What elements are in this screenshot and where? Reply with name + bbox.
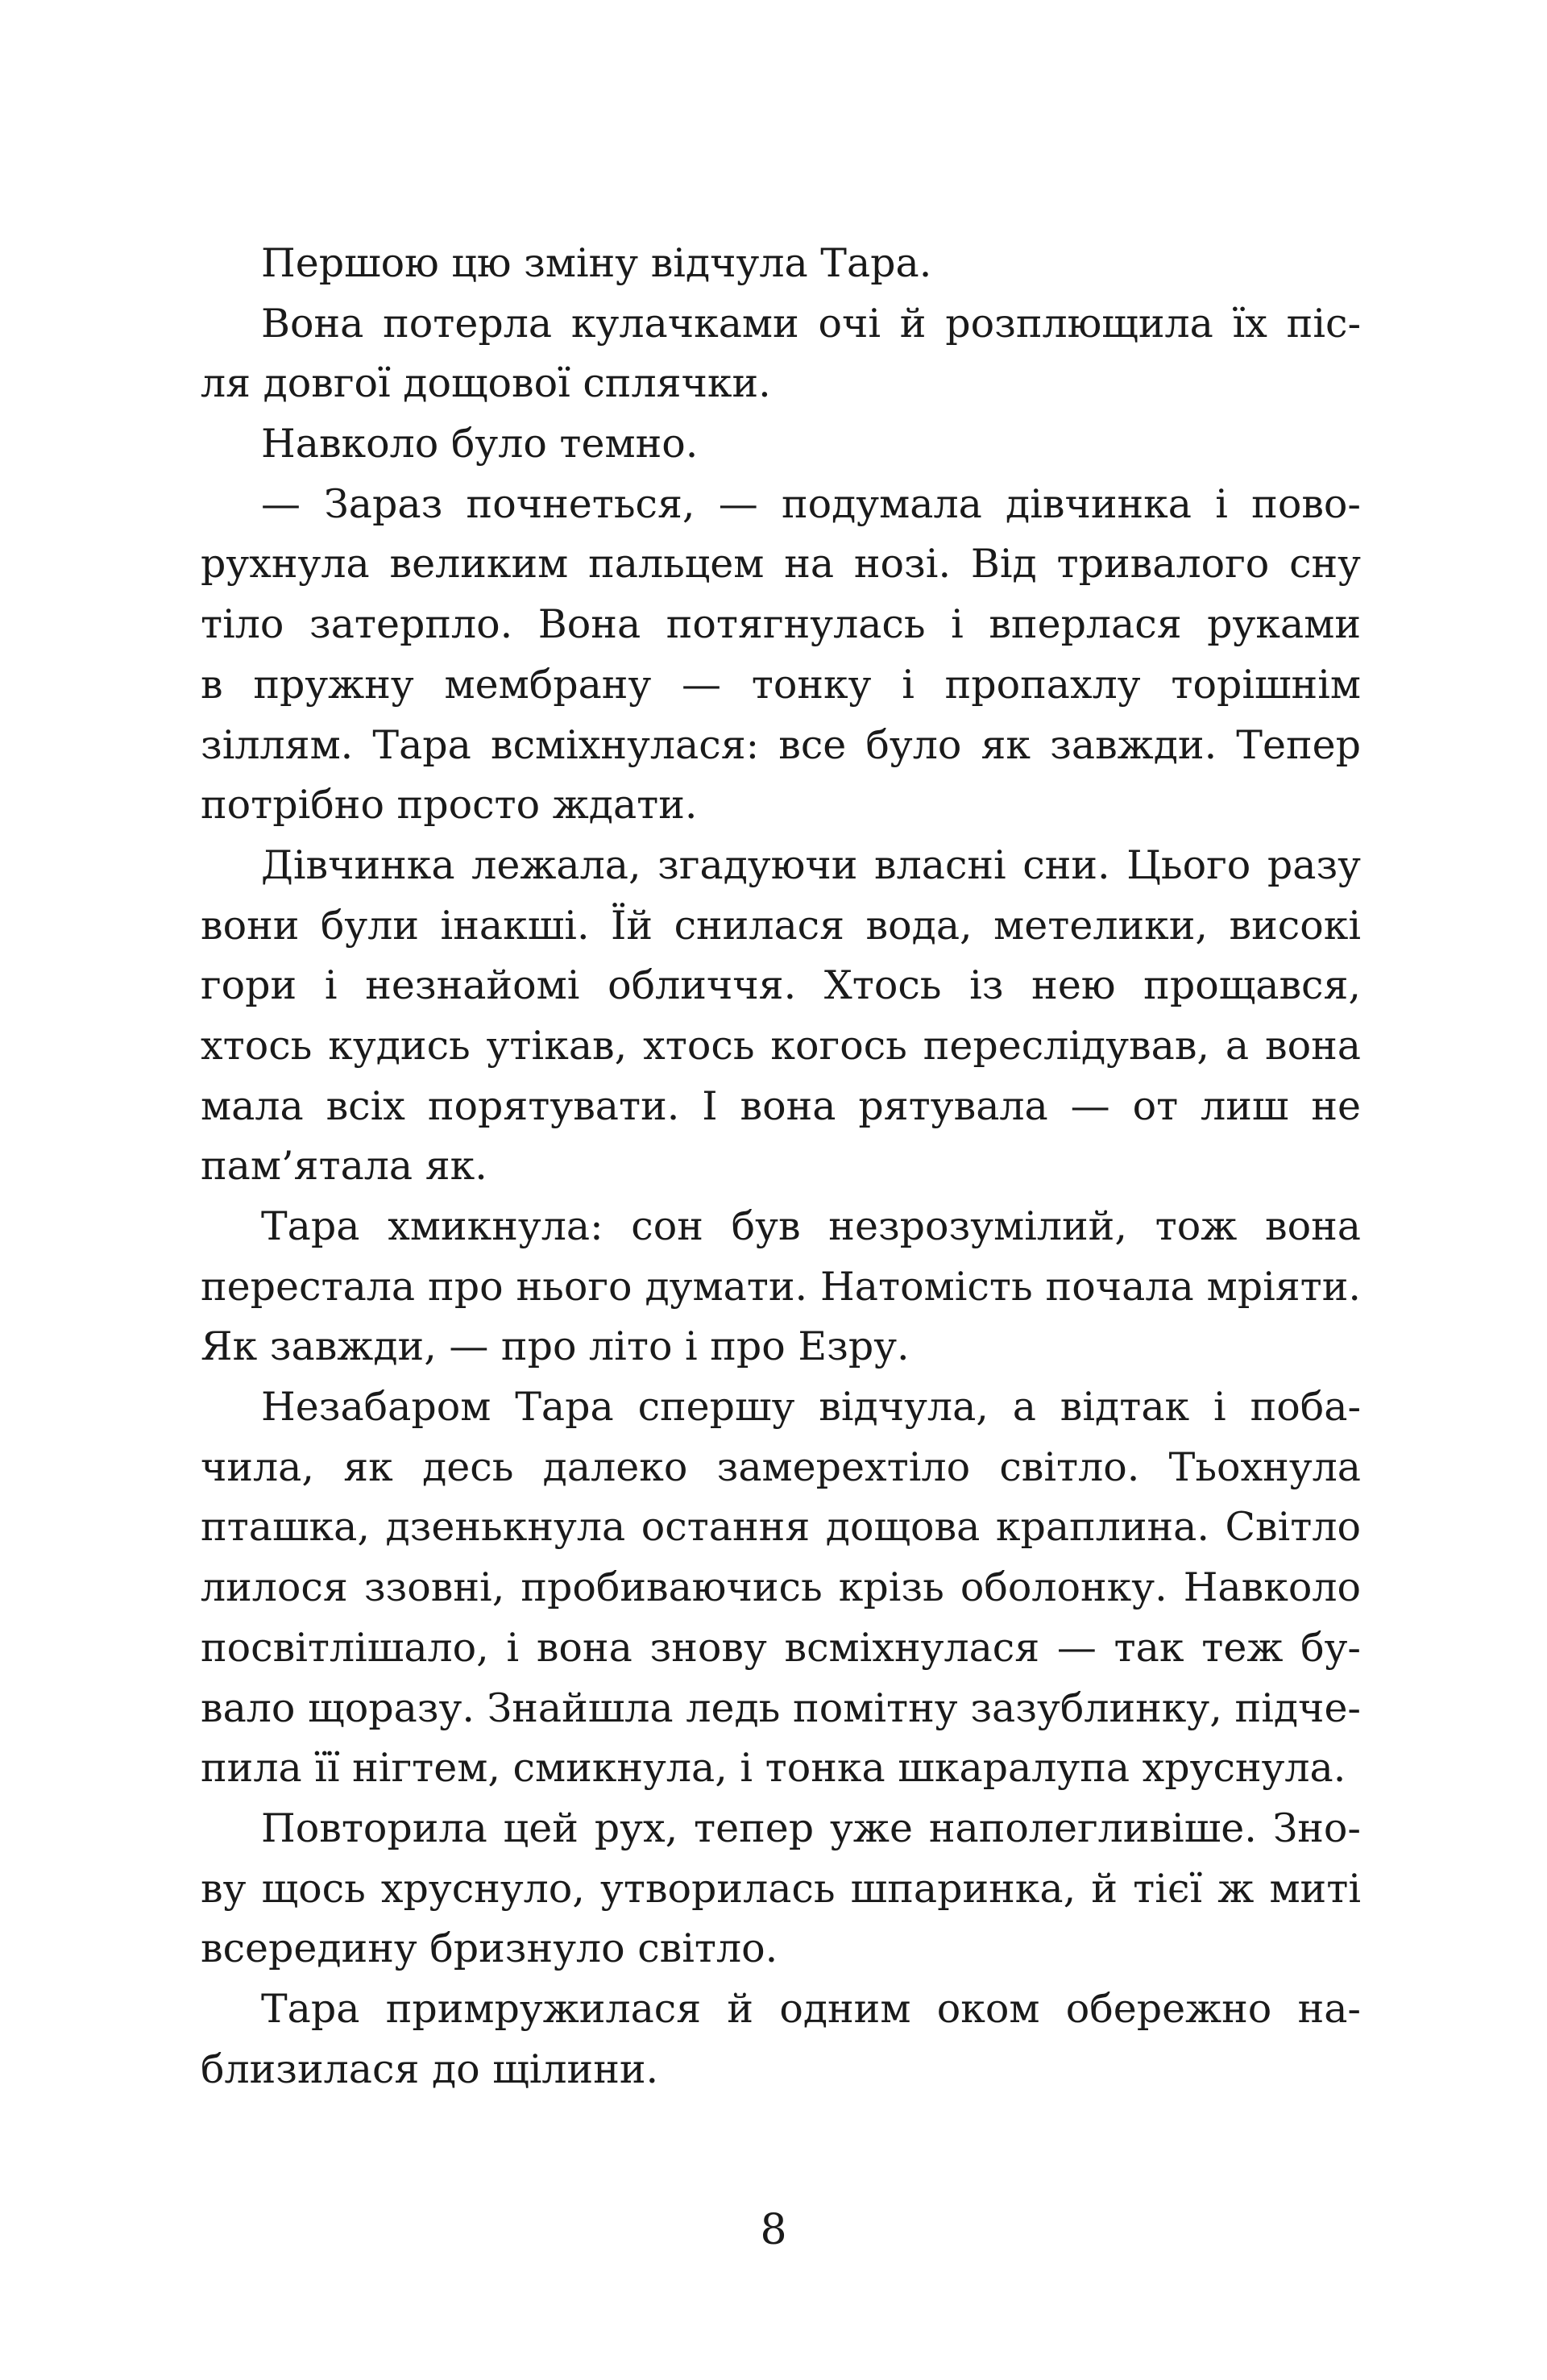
text-line: Повторила цей рух, тепер уже наполегливіше. Зно-	[261, 1805, 1361, 1851]
text-line: Як завжди, — про літо і про Езру.	[201, 1323, 910, 1370]
text-line: пила її нігтем, смикнула, і тонка шкаралупа хруснула.	[201, 1745, 1346, 1792]
paragraph	[201, 414, 1361, 475]
text-line: Дівчинка лежала, згадуючи власні сни. Цього разу	[261, 841, 1361, 888]
text-line: пташка, дзенькнула остання дощова краплина. Світло	[201, 1504, 1361, 1551]
text-line: пам’ятала як.	[201, 1143, 487, 1190]
text-line: Тара примружилася й одним оком обережно на-	[261, 1985, 1361, 2032]
text-line: — Зараз почнеться, — подумала дівчинка і пово-	[261, 480, 1361, 527]
text-line: Першою цю зміну відчула Тара.	[261, 240, 932, 286]
paragraph	[201, 1979, 1361, 2100]
text-line: рухнула великим пальцем на нозі. Від тривалого сну	[201, 541, 1361, 588]
text-line: мала всіх порятувати. І вона рятувала — от лиш не	[201, 1082, 1361, 1129]
text-line: гори і незнайомі обличчя. Хтось із нею прощався,	[201, 962, 1361, 1009]
text-line: Навколо було темно.	[261, 421, 699, 467]
text-line: вало щоразу. Знайшла ледь помітну зазублинку, підче-	[201, 1684, 1361, 1731]
text-line: близилася до щілини.	[201, 2046, 659, 2092]
text-line: Вона потерла кулачками очі й розплющила їх піс-	[261, 300, 1361, 347]
text-line: лилося ззовні, пробиваючись крізь оболонку. Навколо	[201, 1564, 1361, 1611]
text-line: вони були інакші. Їй снилася вода, метелики, високі	[201, 902, 1361, 949]
text-line: ля довгої дощової сплячки.	[201, 360, 771, 407]
text-line: хтось кудись утікав, хтось когось переслідував, а вона	[201, 1022, 1361, 1069]
text-line: чила, як десь далеко замерехтіло світло. Тьохнула	[201, 1443, 1361, 1490]
text-line: зіллям. Тара всміхнулася: все було як завжди. Тепер	[201, 721, 1361, 768]
paragraph	[201, 475, 1361, 836]
paragraph	[201, 1377, 1361, 1799]
paragraph	[201, 1197, 1361, 1377]
text-line: потрібно просто ждати.	[201, 782, 698, 829]
text-line: посвітлішало, і вона знову всміхнулася — так теж бу-	[201, 1624, 1361, 1671]
text-line: всередину бризнуло світло.	[201, 1925, 778, 1972]
text-line: тіло затерпло. Вона потягнулась і вперлася руками	[201, 601, 1361, 648]
text-line: перестала про нього думати. Натомість почала мріяти.	[201, 1263, 1361, 1310]
page-body-text	[201, 234, 1361, 2100]
paragraph	[201, 1799, 1361, 1979]
paragraph	[201, 294, 1361, 414]
text-line: ву щось хруснуло, утворилась шпаринка, й тієї ж миті	[201, 1865, 1361, 1912]
text-line: в пружну мембрану — тонку і пропахлу торішнім	[201, 661, 1361, 708]
text-line: Тара хмикнула: сон був незрозумілий, тож вона	[261, 1203, 1361, 1249]
text-line: Незабаром Тара спершу відчула, а відтак і поба-	[261, 1384, 1361, 1431]
paragraph	[201, 836, 1361, 1197]
page-number: 8	[760, 2206, 787, 2254]
paragraph	[201, 234, 1361, 294]
